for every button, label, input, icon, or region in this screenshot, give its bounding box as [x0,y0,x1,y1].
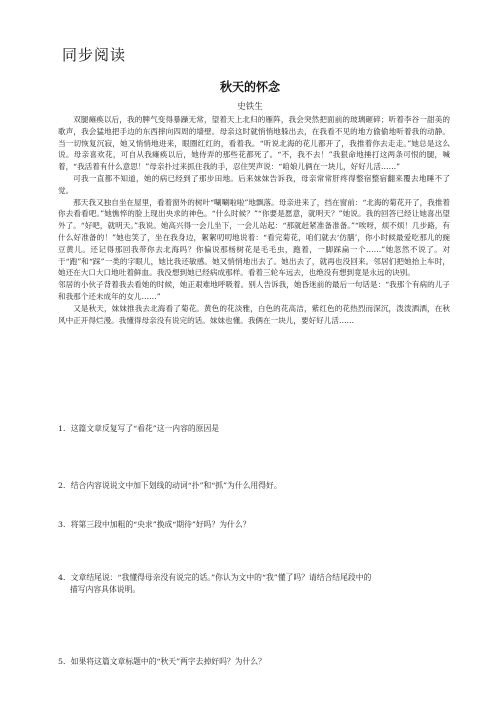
paragraph-5: 又是秋天，妹妹推我去北海看了菊花。黄色的花淡雅，白色的花高洁，紫红色的花热烈而深沉，泼泼洒洒，在秋风中正开得烂漫。我懂得母亲没有说完的话。妹妹也懂。我俩在一块儿，要好好儿活…… [58,303,450,325]
question-1 [58,423,453,435]
question-4-text: 4．文章结尾说：“我懂得母亲没有说完的话。”你认为文中的“我”懂了吗？请结合结尾段中的 [58,573,372,582]
question-4-continuation: 描写内容具体说明。 [70,585,141,594]
paragraph-2: 可我一直都不知道，她的病已经到了那步田地。后来妹妹告诉我，母亲常常肝疼得整宿整宿翻来覆去地睡不了觉。 [58,173,450,195]
paragraph-3: 那天我又独自坐在屋里，看着窗外的树叶“唰唰啦啦”地飘落。母亲进来了，挡在窗前：“北海的菊花开了，我推着你去看看吧。”她憔悴的脸上现出央求的神色。“什么时候？”“你要是愿意，就明天？”她说。我的回答已经让她喜出望外了。“好吧，就明天。”我说。她高兴得一会儿坐下，一会儿站起：“那就赶紧准备准备。”“唉呀，烦不烦！几步路，有什么好准备的！”她也笑了，坐在我身边，絮絮叨叨地说着：“看完菊花，咱们就去‘仿膳’，你小时候最爱吃那儿的豌豆黄儿。还记得那回我带你去北海吗？你偏说那杨树花是毛毛虫，跑着，一脚踩扁一个……”她忽然不说了。对于“跑”和“踩”一类的字眼儿，她比我还敏感。她又悄悄地出去了。她出去了，就再也没回来。邻居们把她抬上车时，她还在大口大口地吐着鲜血。我没想到她已经病成那样。看着三轮车远去，也绝没有想到竟是永远的诀别。 [58,197,450,278]
paragraph-1: 双腿瘫痪以后，我的脾气变得暴躁无常，望着天上北归的雁阵，我会突然把面前的玻璃砸碎；听着李谷一甜美的歌声，我会猛地把手边的东西摔向四周的墙壁。母亲这时就悄悄地躲出去，在我看不见的地方偷偷地听着我的动静。当一切恢复沉寂，她又悄悄地进来，眼圈红红的，看着我。“听说北海的花儿都开了，我推着你去走走。”她总是这么说。母亲喜欢花，可自从我瘫痪以后，她侍弄的那些花都死了。“不，我不去！”我狠命地捶打这两条可恨的腿，喊着，“我活着有什么意思！”母亲扑过来抓住我的手，忍住哭声说：“咱娘儿俩在一块儿，好好儿活……” [58,115,450,172]
question-4 [58,572,453,596]
question-3-text: 3．将第三段中加粗的“央求”换成“期待”好吗？为什么？ [58,520,251,529]
question-5-text: 5．如果将这篇文章标题中的“秋天”两字去掉好吗？为什么？ [58,657,266,666]
article-body [58,114,450,326]
question-5 [58,656,453,668]
question-3 [58,519,453,531]
article-author: 史铁生 [237,102,263,112]
question-2-text: 2．结合内容说说文中加下划线的动词“扑”和“抓”为什么用得好。 [58,481,282,490]
article-title: 秋天的怀念 [219,80,280,94]
question-1-text: 1．这篇文章反复写了“看花”这一内容的原因是 [58,424,220,433]
section-title: 同步阅读 [62,46,127,64]
paragraph-4: 邻居的小伙子背着我去看她的时候，她正艰难地呼吸着。别人告诉我，她昏迷前的最后一句话是：“我那个有病的儿子和我那个还未成年的女儿……” [58,280,450,301]
question-2 [58,480,453,492]
